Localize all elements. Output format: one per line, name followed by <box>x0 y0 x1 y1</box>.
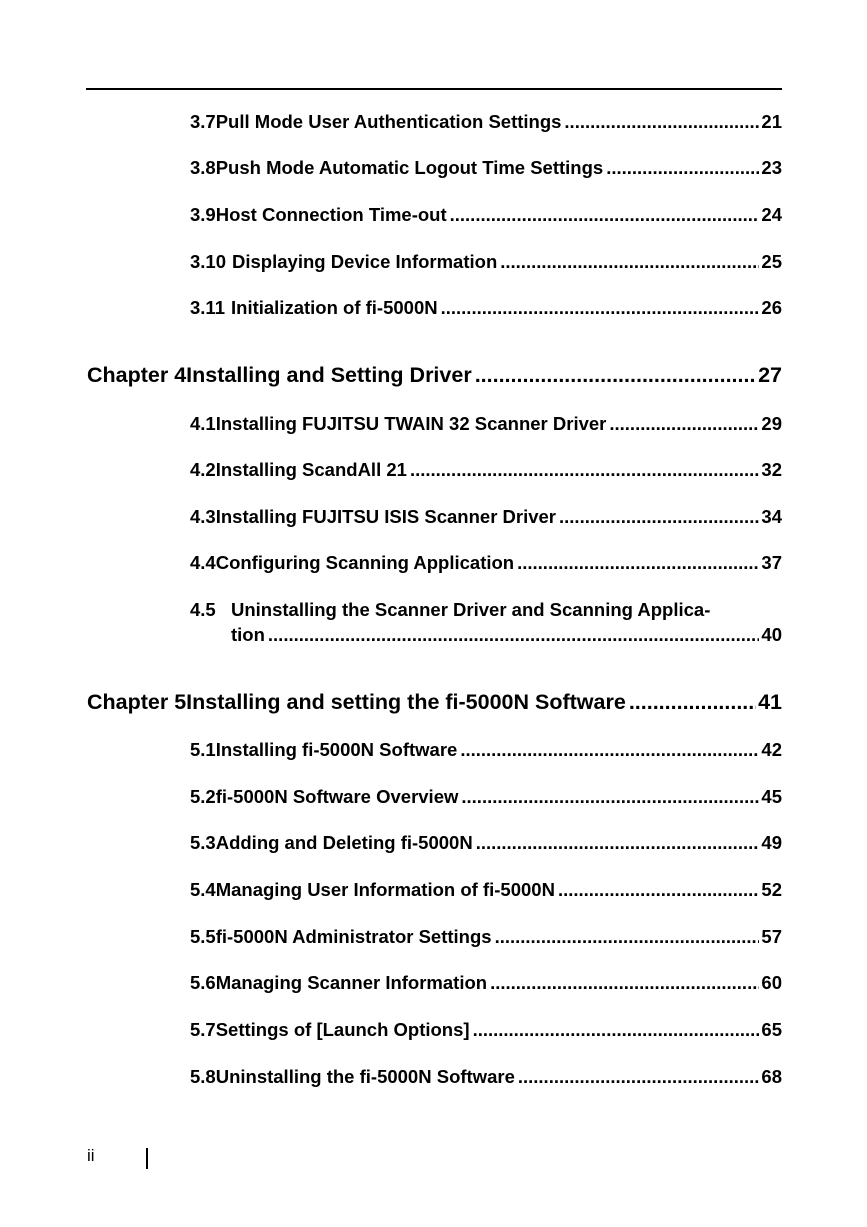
section-number: 3.7 <box>190 111 216 132</box>
dot-leader <box>268 622 760 647</box>
page-number: 52 <box>761 879 782 900</box>
toc-chapter-5[interactable] <box>87 688 782 716</box>
page-number: 60 <box>761 972 782 993</box>
toc-entry-4-1[interactable] <box>190 412 782 436</box>
section-number: 5.1 <box>190 739 216 760</box>
dot-leader <box>500 250 759 274</box>
page-number: 57 <box>761 926 782 947</box>
dot-leader <box>450 203 760 227</box>
chapter-number: Chapter 4 <box>87 363 187 387</box>
dot-leader <box>609 412 759 436</box>
toc-entry-5-7[interactable] <box>190 1018 782 1042</box>
page-number: 32 <box>761 459 782 480</box>
page-number: 65 <box>761 1019 782 1040</box>
footer-divider <box>146 1148 148 1169</box>
section-number: 4.1 <box>190 413 216 434</box>
page-number: 29 <box>761 413 782 434</box>
page-number: 25 <box>761 251 782 272</box>
section-number: 3.8 <box>190 157 216 178</box>
page-number: 27 <box>758 363 782 387</box>
toc-entry-5-8[interactable] <box>190 1065 782 1089</box>
page-number: 49 <box>761 832 782 853</box>
dot-leader <box>490 971 759 995</box>
dot-leader <box>495 925 760 949</box>
chapter-title: Installing and setting the fi-5000N Software <box>186 690 626 714</box>
page-number: 40 <box>761 624 782 645</box>
dot-leader <box>475 361 756 389</box>
section-title: Adding and Deleting fi-5000N <box>215 832 473 853</box>
toc-entry-3-11[interactable] <box>190 296 782 320</box>
page-number: 23 <box>761 157 782 178</box>
section-number: 4.3 <box>190 506 216 527</box>
toc-entry-4-4[interactable] <box>190 551 782 575</box>
toc-entry-5-5[interactable] <box>190 925 782 949</box>
toc-entry-5-3[interactable] <box>190 831 782 855</box>
dot-leader <box>606 156 759 180</box>
toc-entry-4-3[interactable] <box>190 505 782 529</box>
toc-entry-5-1[interactable] <box>190 738 782 762</box>
section-title-part-2: tion <box>231 624 265 645</box>
page-number: 41 <box>758 690 782 714</box>
toc-entry-5-2[interactable] <box>190 785 782 809</box>
header-rule <box>86 88 782 90</box>
section-title: Settings of [Launch Options] <box>215 1019 470 1040</box>
page-number: 24 <box>761 204 782 225</box>
dot-leader <box>564 110 759 134</box>
section-title: Installing ScandAll 21 <box>215 459 407 480</box>
page-number: 34 <box>761 506 782 527</box>
section-number: 5.4 <box>190 879 216 900</box>
page-number: 68 <box>761 1066 782 1087</box>
toc-entry-5-4[interactable] <box>190 878 782 902</box>
section-title: Managing User Information of fi-5000N <box>215 879 555 900</box>
section-title: fi-5000N Administrator Settings <box>215 926 492 947</box>
section-number: 4.2 <box>190 459 216 480</box>
dot-leader <box>476 831 760 855</box>
section-number: 5.2 <box>190 786 216 807</box>
section-number: 3.9 <box>190 204 216 225</box>
section-title: Host Connection Time-out <box>215 204 447 225</box>
section-title: Uninstalling the fi-5000N Software <box>215 1066 515 1087</box>
toc-entry-4-2[interactable] <box>190 458 782 482</box>
toc-entry-3-8[interactable] <box>190 156 782 180</box>
section-title: Pull Mode User Authentication Settings <box>215 111 562 132</box>
toc-chapter-4[interactable] <box>87 361 782 389</box>
section-number: 4.4 <box>190 552 216 573</box>
section-title: Installing FUJITSU ISIS Scanner Driver <box>215 506 557 527</box>
dot-leader <box>473 1018 760 1042</box>
section-title-part-1: Uninstalling the Scanner Driver and Scanning Applica- <box>231 599 711 620</box>
page-number: 21 <box>761 111 782 132</box>
section-title: Configuring Scanning Application <box>215 552 515 573</box>
section-title-line-1 <box>190 597 782 622</box>
dot-leader <box>629 688 756 716</box>
dot-leader <box>559 505 759 529</box>
page-number: 37 <box>761 552 782 573</box>
dot-leader <box>441 296 760 320</box>
dot-leader <box>461 785 759 809</box>
section-title-line-2 <box>190 622 782 647</box>
section-number: 5.3 <box>190 832 216 853</box>
footer-page-number: ii <box>87 1146 95 1165</box>
page-number: 45 <box>761 786 782 807</box>
dot-leader <box>558 878 759 902</box>
section-title: Push Mode Automatic Logout Time Settings <box>215 157 604 178</box>
toc-entry-3-9[interactable] <box>190 203 782 227</box>
page-number: 42 <box>761 739 782 760</box>
dot-leader <box>517 551 759 575</box>
chapter-number: Chapter 5 <box>87 690 187 714</box>
section-title: Installing FUJITSU TWAIN 32 Scanner Driver <box>215 413 607 434</box>
section-title: Managing Scanner Information <box>215 972 488 993</box>
section-number: 5.7 <box>190 1019 216 1040</box>
section-number: 3.10 <box>190 251 227 272</box>
dot-leader <box>410 458 759 482</box>
section-title: fi-5000N Software Overview <box>215 786 459 807</box>
dot-leader <box>518 1065 760 1089</box>
toc-entry-5-6[interactable] <box>190 971 782 995</box>
page-number: 26 <box>761 297 782 318</box>
section-number: 4.5 <box>190 599 216 620</box>
chapter-title: Installing and Setting Driver <box>186 363 472 387</box>
section-number: 3.11 <box>190 297 225 318</box>
section-number: 5.5 <box>190 926 216 947</box>
toc-entry-3-7[interactable] <box>190 110 782 134</box>
section-number: 5.8 <box>190 1066 216 1087</box>
toc-entry-3-10[interactable] <box>190 250 782 274</box>
section-number: 5.6 <box>190 972 216 993</box>
section-title: Displaying Device Information <box>232 251 498 272</box>
dot-leader <box>460 738 759 762</box>
toc-entry-4-5[interactable] <box>190 597 782 647</box>
section-title: Installing fi-5000N Software <box>215 739 458 760</box>
section-title: Initialization of fi-5000N <box>231 297 438 318</box>
